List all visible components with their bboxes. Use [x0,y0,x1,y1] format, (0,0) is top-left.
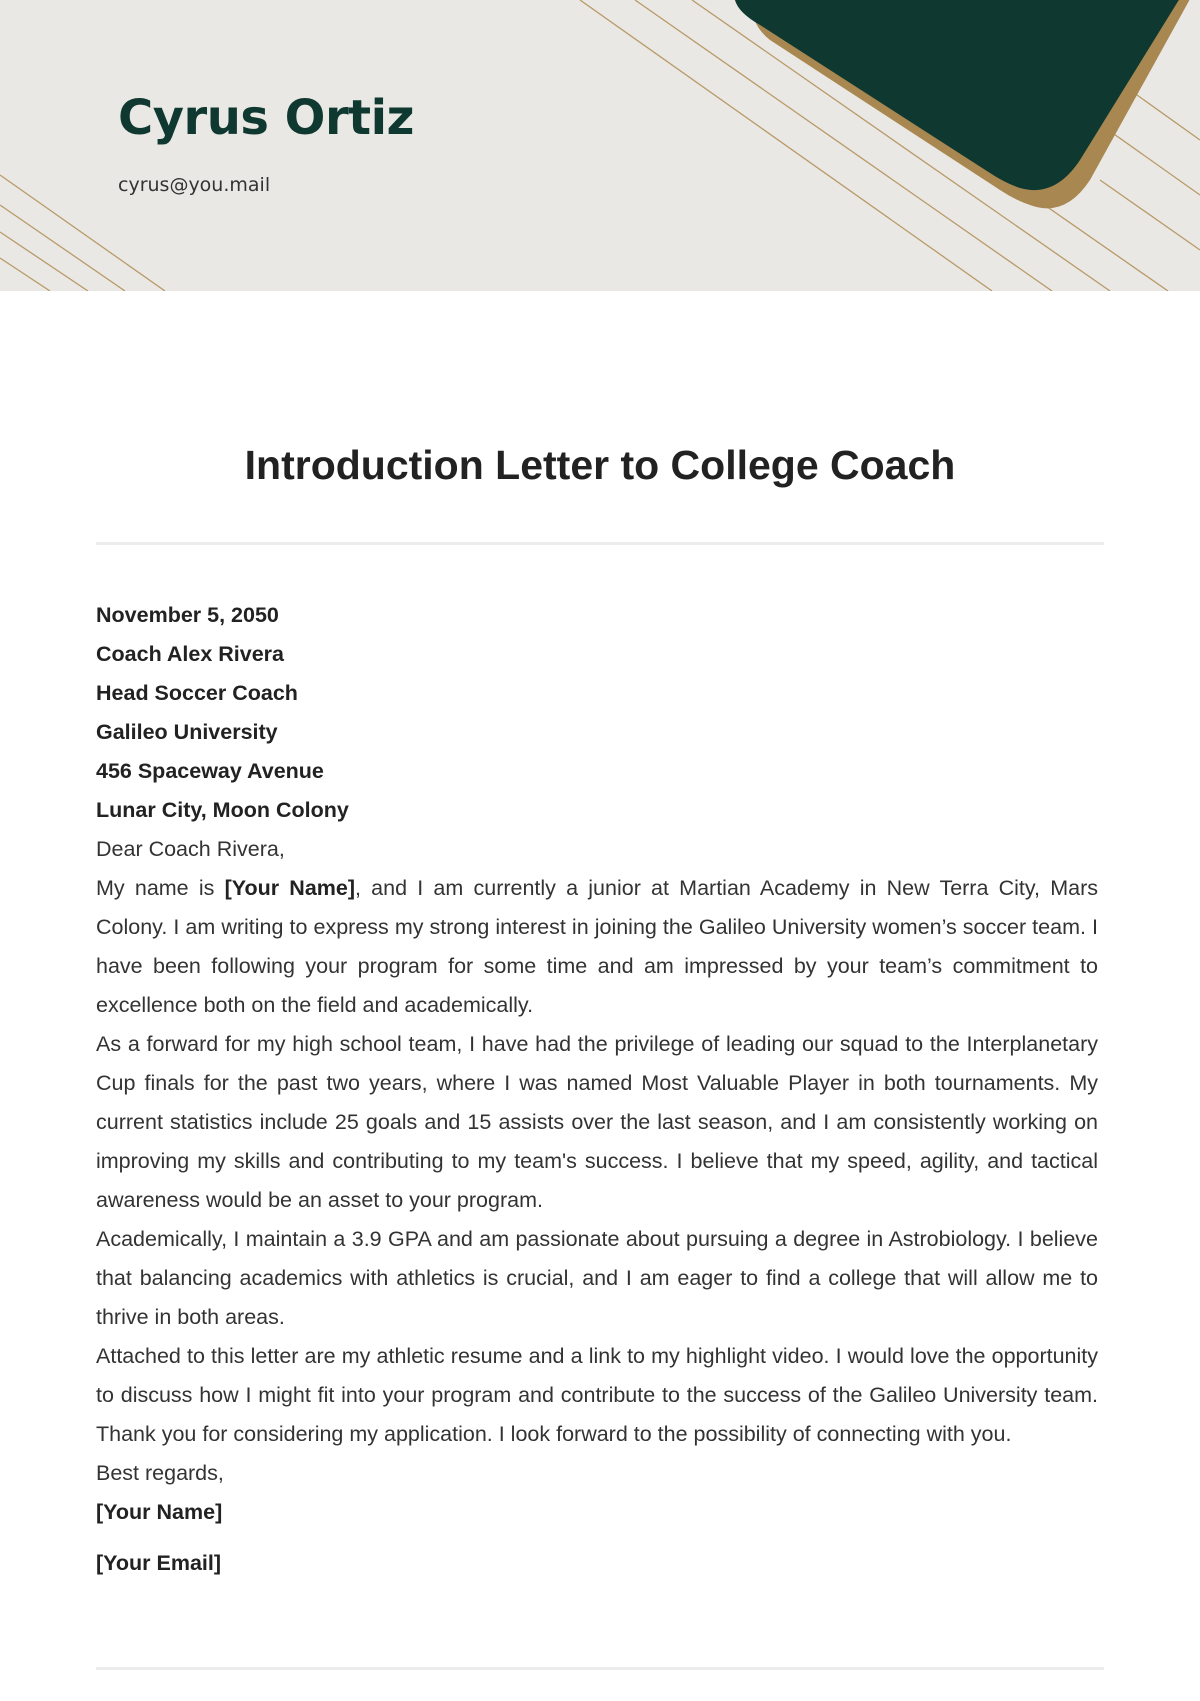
recipient-organization: Galileo University [96,720,278,744]
bottom-divider [96,1667,1104,1670]
paragraph-3: Academically, I maintain a 3.9 GPA and am passionate about pursuing a degree in Astrobiology. I believe that balancing academics with athletics is crucial, and I am eager to find a college that will allow me to thrive in both areas. [96,1227,1098,1329]
top-divider [96,542,1104,545]
paragraph-2: As a forward for my high school team, I have had the privilege of leading our squad to the Interplanetary Cup finals for the past two years, where I was named Most Valuable Player in both tournaments. My current statistics include 25 goals and 15 assists over the last season, and I am consistently working on improving my skills and contributing to my team's success. I believe that my speed, agility, and tactical awareness would be an asset to your program. [96,1032,1098,1212]
header-banner [0,0,1200,291]
recipient-city: Lunar City, Moon Colony [96,798,349,822]
p1-text: My name is [96,876,225,900]
letter-body [96,596,1098,1583]
paragraph-1 [96,869,1098,1025]
closing: Best regards, [96,1461,224,1485]
recipient-position: Head Soccer Coach [96,681,298,705]
letter-date: November 5, 2050 [96,603,279,627]
sender-email: cyrus@you.mail [118,174,271,196]
recipient-street: 456 Spaceway Avenue [96,759,324,783]
paragraph-4: Attached to this letter are my athletic resume and a link to my highlight video. I would love the opportunity to discuss how I might fit into your program and contribute to the success of the Galileo University team. Thank you for considering my application. I look forward to the possibility of connecting with you. [96,1344,1098,1446]
signature-name: [Your Name] [96,1500,223,1524]
document-title: Introduction Letter to College Coach [244,442,956,488]
p1-text-rest: , and I am currently a junior at Martian Academy in New Terra City, Mars Colony. I am writing to express my strong interest in joining the Galileo University women’s soccer team. I have been following your program for some time and am impressed by your team’s commitment to excellence both on the field and academically. [96,876,1099,1017]
salutation: Dear Coach Rivera, [96,837,285,861]
signature-email: [Your Email] [96,1551,222,1575]
p1-placeholder-name: [Your Name] [224,876,356,900]
recipient-name: Coach Alex Rivera [96,642,285,666]
sender-name: Cyrus Ortiz [118,90,414,146]
